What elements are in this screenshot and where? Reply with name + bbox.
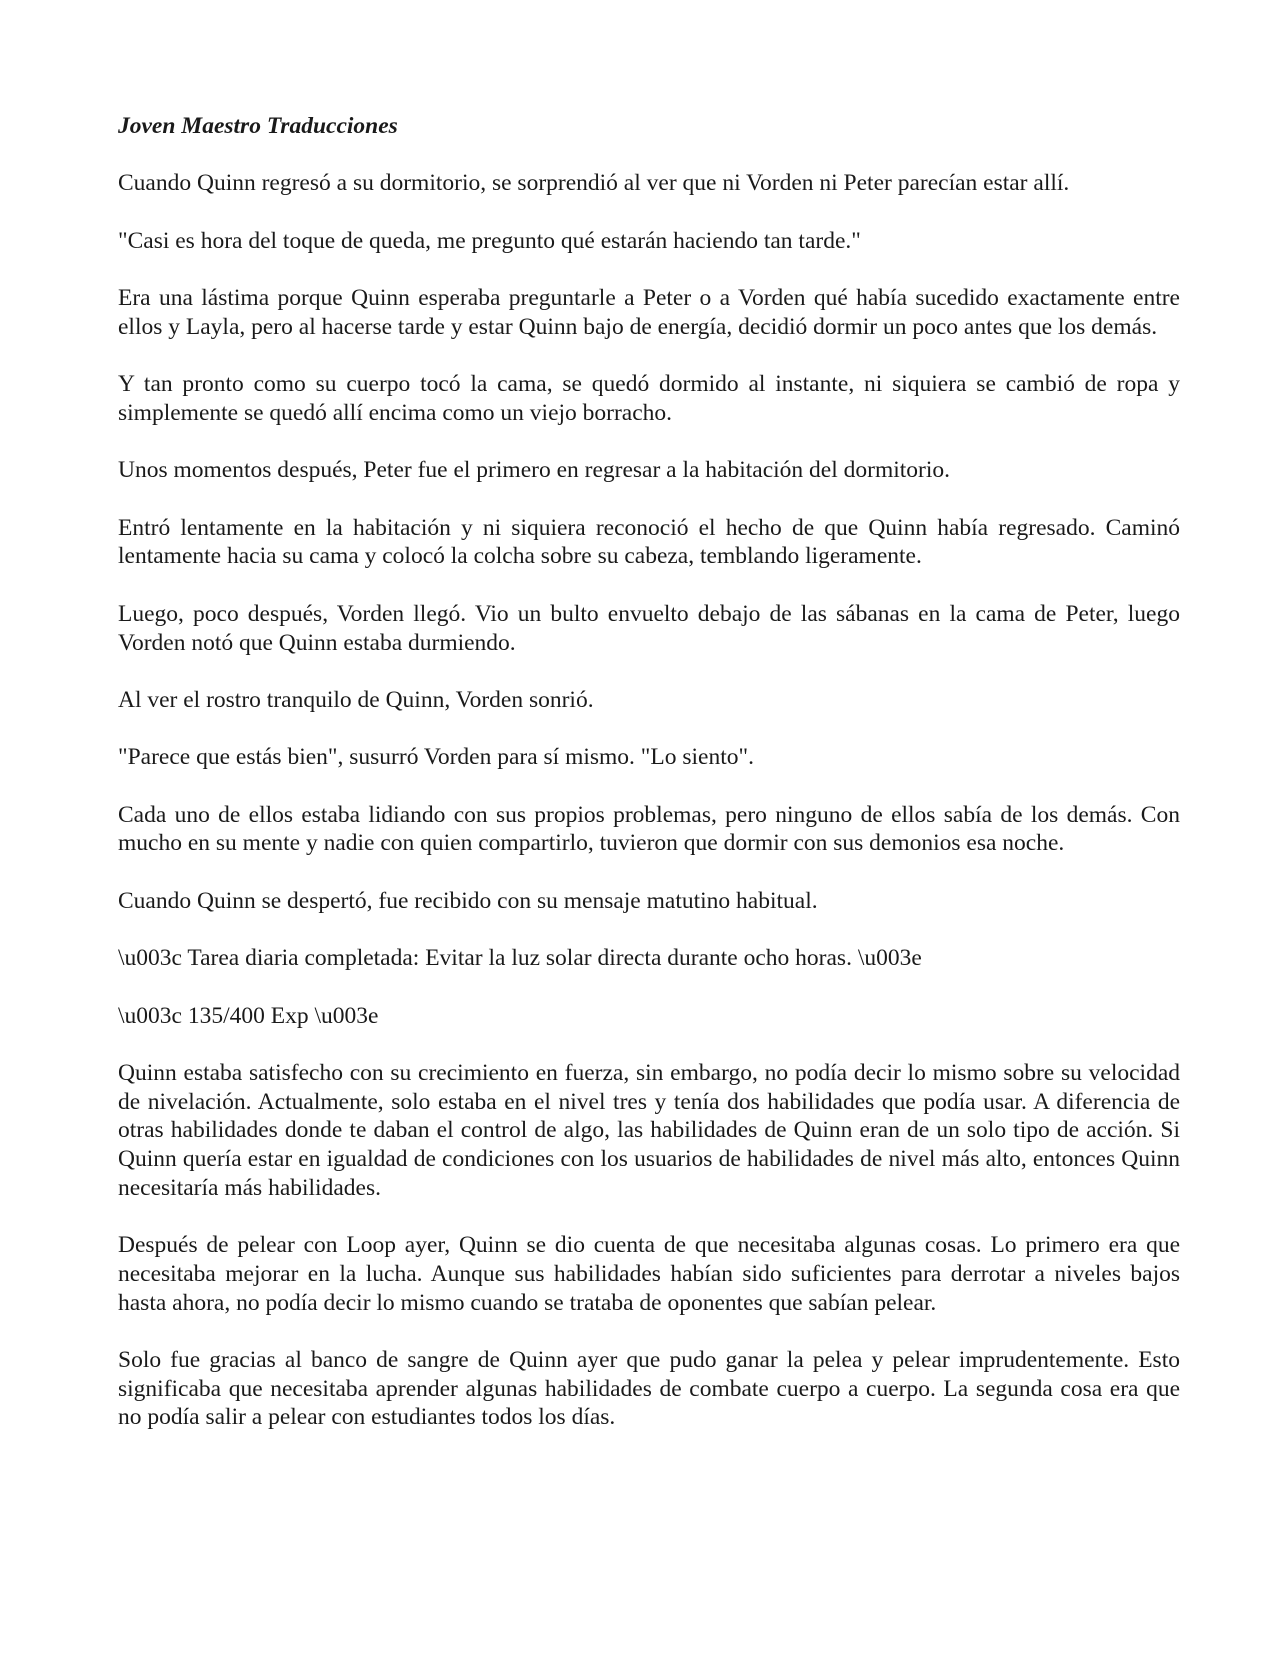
paragraph: Solo fue gracias al banco de sangre de Quinn ayer que pudo ganar la pelea y pelear imprudentemente. Esto significaba que necesitaba aprender algunas habilidades de combate cuerpo a cuerpo. La segunda cosa era que no podía salir a pelear con estudiantes todos los días.: [118, 1346, 1180, 1431]
paragraph: Y tan pronto como su cuerpo tocó la cama, se quedó dormido al instante, ni siquiera se cambió de ropa y simplemente se quedó allí encima como un viejo borracho.: [118, 371, 1180, 426]
paragraph: "Casi es hora del toque de queda, me pregunto qué estarán haciendo tan tarde.": [118, 227, 861, 254]
paragraph: Después de pelear con Loop ayer, Quinn se dio cuenta de que necesitaba algunas cosas. Lo primero era que necesitaba mejorar en la lucha. Aunque sus habilidades habían sido suficientes para derrotar a niveles bajos hasta ahora, no podía decir lo mismo cuando se trataba de oponentes que sabían pelear.: [118, 1232, 1180, 1316]
document-heading: Joven Maestro Traducciones: [118, 113, 398, 139]
paragraph: Quinn estaba satisfecho con su crecimiento en fuerza, sin embargo, no podía decir lo mismo sobre su velocidad de nivelación. Actualmente, solo estaba en el nivel tres y tenía dos habilidades que podía usar. A diferencia de otras habilidades donde te daban el control de algo, las habilidades de Quinn eran de un solo tipo de acción. Si Quinn quería estar en igualdad de condiciones con los usuarios de habilidades de nivel más alto, entonces Quinn necesitaría más habilidades.: [118, 1059, 1180, 1201]
paragraph: Cuando Quinn regresó a su dormitorio, se sorprendió al ver que ni Vorden ni Peter parecían estar allí.: [118, 170, 1070, 197]
paragraph: Luego, poco después, Vorden llegó. Vio un bulto envuelto debajo de las sábanas en la cama de Peter, luego Vorden notó que Quinn estaba durmiendo.: [118, 600, 1180, 656]
paragraph: Unos momentos después, Peter fue el primero en regresar a la habitación del dormitorio.: [118, 457, 951, 484]
system-message: \u003c 135/400 Exp \u003e: [118, 1002, 379, 1029]
paragraph: Cuando Quinn se despertó, fue recibido con su mensaje matutino habitual.: [118, 887, 818, 914]
paragraph: Entró lentamente en la habitación y ni siquiera reconoció el hecho de que Quinn había regresado. Caminó lentamente hacia su cama y colocó la colcha sobre su cabeza, temblando ligeramente.: [118, 514, 1180, 570]
paragraph: Era una lástima porque Quinn esperaba preguntarle a Peter o a Vorden qué había sucedido exactamente entre ellos y Layla, pero al hacerse tarde y estar Quinn bajo de energía, decidió dormir un poco antes que los demás.: [118, 285, 1180, 340]
paragraph: "Parece que estás bien", susurró Vorden para sí mismo. "Lo siento".: [118, 744, 754, 771]
document-page: [118, 112, 1180, 1461]
paragraph: Cada uno de ellos estaba lidiando con sus propios problemas, pero ninguno de ellos sabía de los demás. Con mucho en su mente y nadie con quien compartirlo, tuvieron que dormir con sus demonios esa noche.: [118, 801, 1180, 857]
system-message: \u003c Tarea diaria completada: Evitar la luz solar directa durante ocho horas. \u003e: [118, 945, 922, 972]
paragraph: Al ver el rostro tranquilo de Quinn, Vorden sonrió.: [118, 686, 594, 713]
